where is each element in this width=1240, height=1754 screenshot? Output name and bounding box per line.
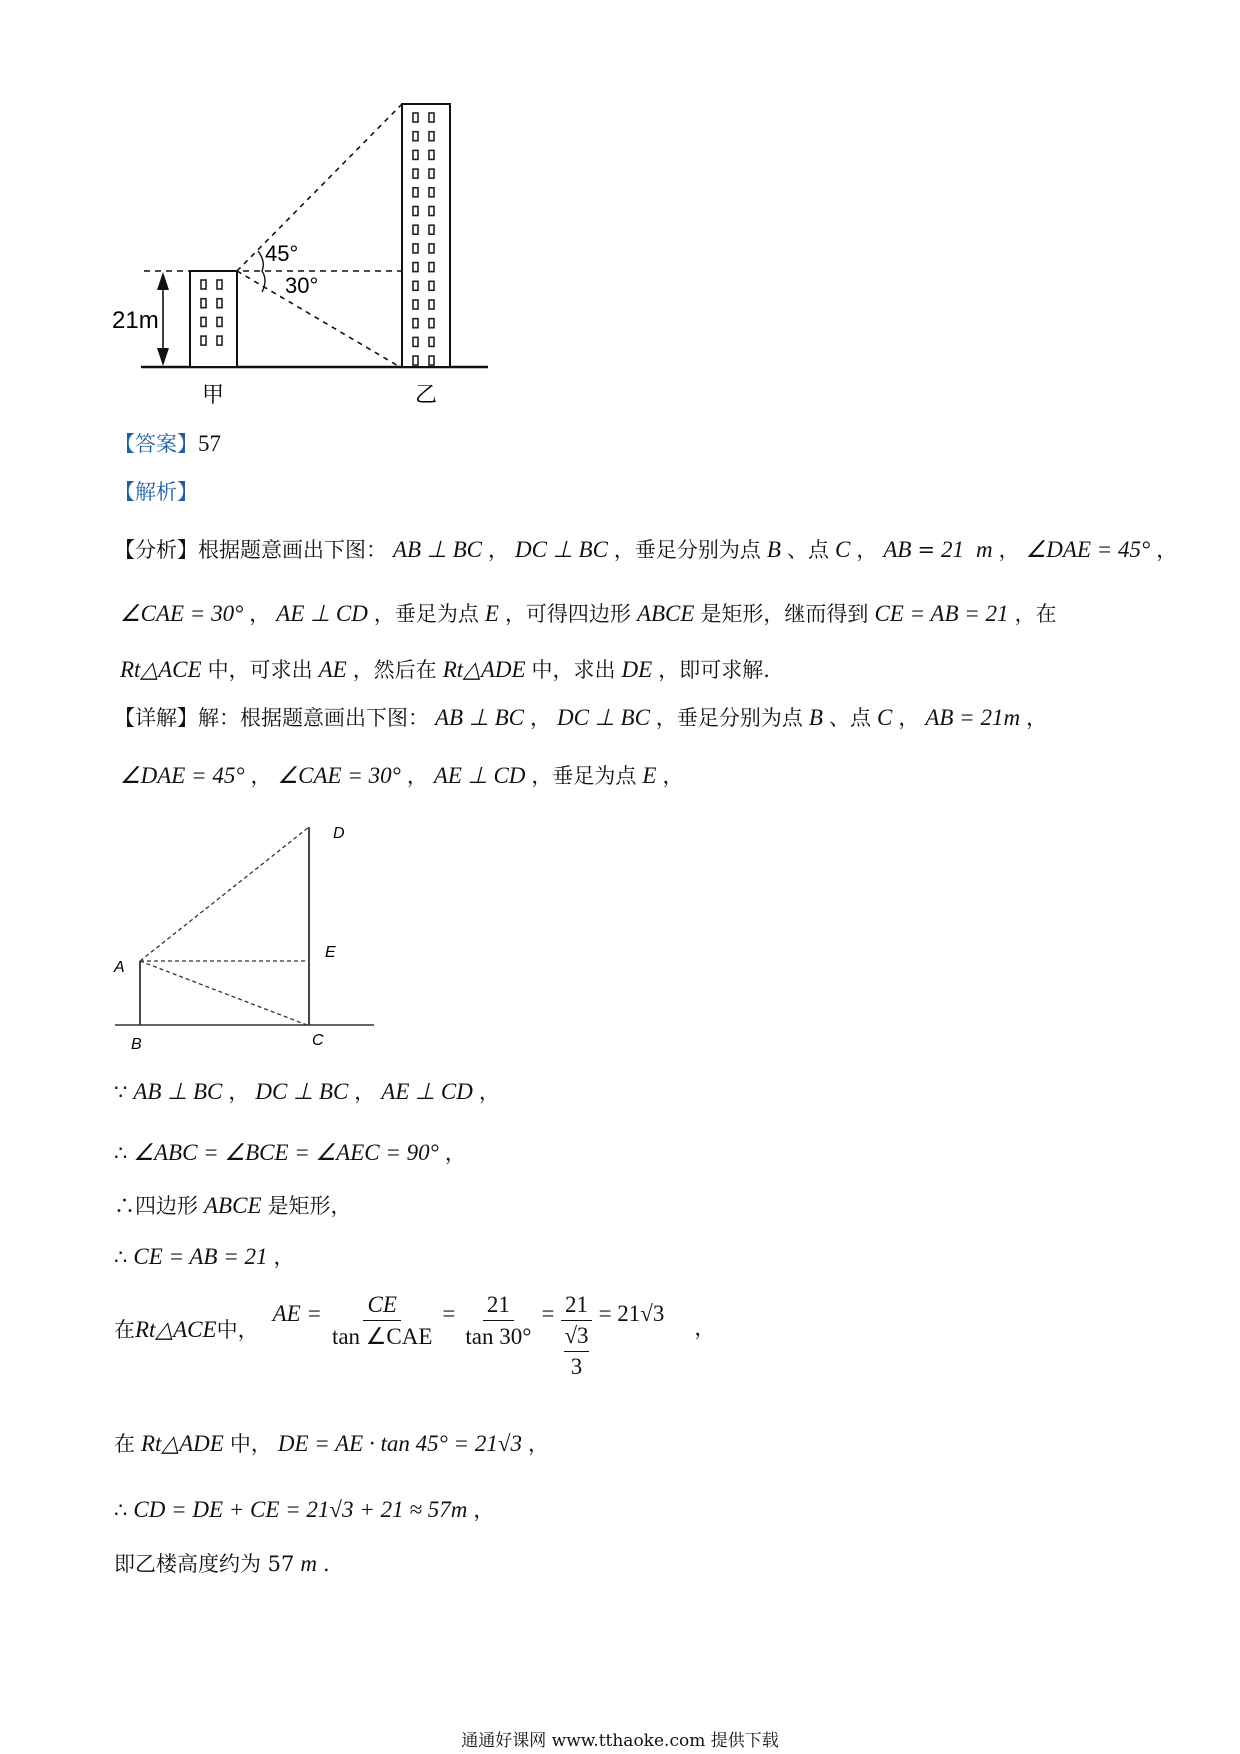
fraction-2 [461, 1290, 535, 1353]
math-expression: DC ⊥ BC [255, 1079, 349, 1104]
math-expression: ∠DAE = 45° [1025, 537, 1151, 562]
geometry-diagram [0, 800, 420, 1060]
fraction-3 [560, 1290, 592, 1382]
point-b-label: B [131, 1036, 142, 1053]
text: 是矩形， [267, 1194, 352, 1218]
text: ，垂足为点 [531, 764, 637, 788]
step-6 [114, 1430, 549, 1458]
segment-ad [140, 827, 309, 961]
text: 、点 [828, 706, 871, 730]
analysis-line-1 [114, 536, 1177, 564]
depression-sightline [237, 271, 400, 367]
text: 【分析】根据题意画出下图： [114, 538, 387, 562]
math-expression: 21 [941, 537, 965, 562]
analysis-label: 【解析】 [114, 480, 198, 504]
elevation-sightline [237, 104, 402, 271]
building-yi-label: 乙 [415, 382, 438, 407]
math-expression: B [808, 705, 823, 730]
point-e-label: E [325, 944, 336, 961]
text: ，在 [1014, 602, 1057, 626]
math-expression: ∠ABC = ∠BCE = ∠AEC = 90° [133, 1140, 439, 1165]
text: ， [250, 764, 272, 788]
text: 、点 [786, 538, 829, 562]
step-4 [114, 1243, 295, 1271]
text: ， [406, 764, 428, 788]
text: ， [998, 538, 1020, 562]
angle-30-label: 30° [285, 273, 319, 298]
text: ， [444, 1141, 466, 1165]
math-expression: B [766, 537, 781, 562]
building-jia [190, 271, 237, 367]
step-1 [114, 1078, 500, 1106]
text: ， [527, 1432, 549, 1456]
text: = [917, 538, 936, 562]
denominator: tan ∠CAE [331, 1324, 433, 1349]
step-7 [114, 1496, 494, 1524]
math-expression: ABCE [204, 1193, 262, 1218]
text: ， [478, 1080, 500, 1104]
triangle-ace: Rt△ACE [135, 1317, 217, 1342]
text: . [323, 1552, 330, 1576]
point-a-label: A [114, 959, 125, 976]
step-2 [114, 1139, 466, 1167]
text: ， [856, 538, 878, 562]
text: ，垂足为点 [373, 602, 479, 626]
text: 中，求出 [531, 658, 616, 682]
result: = 21√3 [598, 1301, 665, 1326]
text: ， [1156, 538, 1178, 562]
math-expression: E [484, 601, 499, 626]
text: ∴ [114, 1498, 128, 1522]
footer-text: 通通好课网 www.tthaoke.com 提供下载 [461, 1731, 779, 1751]
building-diagram [0, 0, 520, 420]
text: 在 [114, 1318, 135, 1342]
detail-line-2 [114, 762, 683, 790]
step-8 [114, 1550, 330, 1578]
math-expression: ∠DAE = 45° [120, 763, 245, 788]
math-expression: m [976, 537, 993, 562]
step-3 [114, 1192, 352, 1220]
analysis-line-3 [114, 656, 770, 684]
text: ，垂足分别为点 [613, 538, 761, 562]
math-expression: m [300, 1551, 318, 1576]
math-expression: Rt△ADE [442, 657, 526, 682]
math-expression: AB [883, 537, 912, 562]
height-label: 21m [112, 307, 159, 334]
text: ， [354, 1080, 376, 1104]
math-expression: DC ⊥ BC [515, 537, 608, 562]
fraction-1 [328, 1290, 436, 1353]
math-expression: CD = DE + CE = 21√3 + 21 ≈ 57m [133, 1497, 468, 1522]
math-expression: AE ⊥ CD [381, 1079, 473, 1104]
math-expression: ∠CAE = 30° [120, 601, 244, 626]
text: ，可得四边形 [504, 602, 631, 626]
equals: = [442, 1301, 456, 1326]
text: ，垂足分别为点 [655, 706, 803, 730]
math-expression: AB = 21m [925, 705, 1021, 730]
point-c-label: C [312, 1032, 324, 1049]
text: 中， [216, 1318, 259, 1342]
analysis-line-2 [114, 600, 1057, 628]
denominator-bottom: 3 [570, 1354, 583, 1379]
math: AE = [272, 1301, 322, 1326]
step-5 [114, 1290, 715, 1382]
numerator: 21 [561, 1290, 592, 1321]
math-expression: DC ⊥ BC [557, 705, 650, 730]
equals: = [541, 1301, 555, 1326]
math-expression: AB ⊥ BC [393, 537, 483, 562]
text: 【详解】解：根据题意画出下图： [114, 706, 429, 730]
denominator: tan 30° [465, 1324, 532, 1349]
math-expression: CE = AB = 21 [874, 601, 1009, 626]
angle-45-label: 45° [265, 241, 299, 266]
math-expression: AE ⊥ CD [433, 763, 526, 788]
text: ， [1026, 706, 1048, 730]
text: ∵ [114, 1080, 128, 1104]
text: 是矩形，继而得到 [700, 602, 869, 626]
detail-line-1 [114, 704, 1047, 732]
building-yi [402, 104, 450, 367]
point-d-label: D [333, 825, 345, 842]
math-expression: AE ⊥ CD [276, 601, 368, 626]
math-expression: ∠CAE = 30° [277, 763, 401, 788]
text: ∴ [114, 1245, 128, 1269]
text: ， [530, 706, 552, 730]
math-expression: ABCE [636, 601, 695, 626]
numerator: 21 [483, 1290, 514, 1321]
text: ∴四边形 [114, 1194, 198, 1218]
text: 在 [114, 1432, 135, 1456]
math-expression: C [834, 537, 851, 562]
text: ，然后在 [352, 658, 437, 682]
text: 即乙楼高度约为 57 [114, 1552, 295, 1576]
text: ， [273, 1245, 295, 1269]
text: ， [662, 764, 684, 788]
text: 中， [229, 1432, 272, 1456]
building-jia-label: 甲 [202, 382, 225, 407]
text: ， [473, 1498, 495, 1522]
segment-ac [140, 961, 307, 1025]
math-expression: C [876, 705, 893, 730]
numerator: CE [363, 1290, 400, 1321]
text: ， [488, 538, 510, 562]
answer-label: 【答案】 [114, 432, 198, 456]
text: ， [898, 706, 920, 730]
answer-value: 57 [198, 431, 221, 456]
math-expression: AB ⊥ BC [435, 705, 525, 730]
math-expression: DE = AE · tan 45° = 21√3 [277, 1431, 522, 1456]
text: ， [694, 1316, 716, 1340]
math-expression: E [642, 763, 657, 788]
text: ， [228, 1080, 250, 1104]
text: ，即可求解. [658, 658, 770, 682]
math-expression: CE = AB = 21 [133, 1244, 268, 1269]
math-expression: AE [318, 657, 347, 682]
math-expression: AB ⊥ BC [133, 1079, 223, 1104]
math-expression: Rt△ACE [120, 657, 202, 682]
denominator-top: √3 [564, 1321, 588, 1352]
math-expression: Rt△ADE [141, 1431, 224, 1456]
answer-line [114, 430, 221, 458]
text: ∴ [114, 1141, 128, 1165]
math-expression: DE [621, 657, 653, 682]
text: ， [249, 602, 271, 626]
text: 中，可求出 [207, 658, 313, 682]
